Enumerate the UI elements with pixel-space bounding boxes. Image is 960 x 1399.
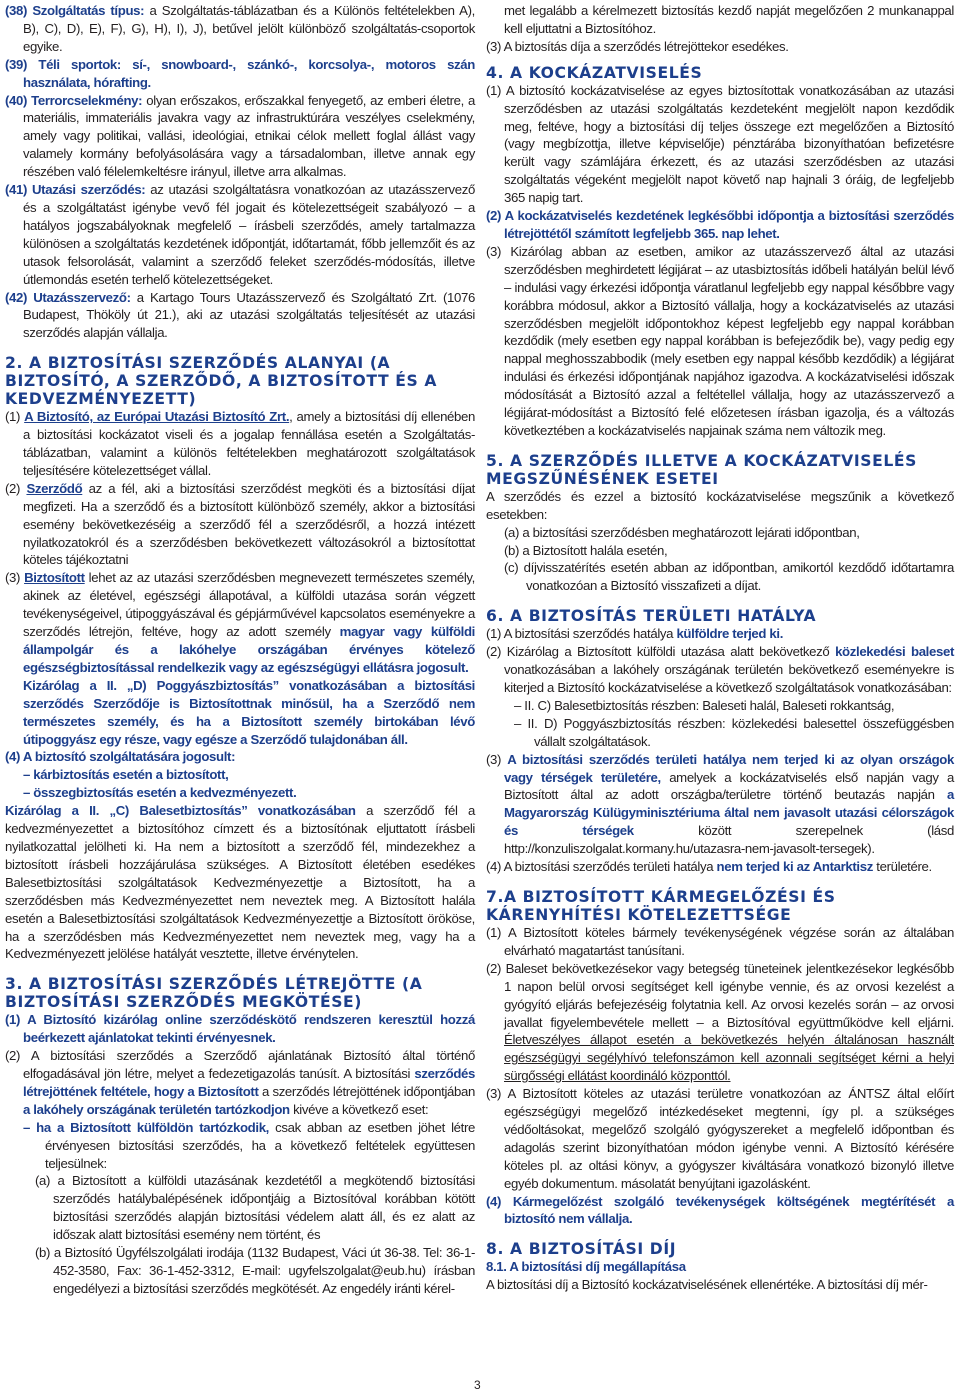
list-item: – kárbiztosítás esetén a biztosított, xyxy=(23,767,229,783)
definition-38: (38) Szolgáltatás típus: a Szolgáltatás-táblázatban és a Különös feltételekben A), B), C), D), E), F), G), H), I), J), betűvel jelölt különböző szolgáltatás-csoportok egyike. xyxy=(5,3,475,54)
section-2-item-2: (2) Szerződő az a fél, aki a biztosítási szerződést megköti és a biztosítási díjat megfizeti. Ha a szerződő és a biztosított különböző személy, akkor a biztosítási esemény bekövetkezéséig a szerződő fél a szerződésről, a hozzá intézett nyilatkozatokról és a szerződésben bekövetkezett változásokról a biztosítottat köteles tájékoztatni xyxy=(5,480,475,568)
section-3-item-3: (3) A biztosítás díja a szerződés létrejöttekor esedékes. xyxy=(486,38,789,54)
section-6-item-4: (4) A biztosítási szerződés területi hatálya nem terjed ki az Antarktisz területére. xyxy=(486,859,932,875)
section-8-heading: 8. A BIZTOSÍTÁSI DÍJ xyxy=(486,1240,677,1259)
section-2-heading: 2. A BIZTOSÍTÁSI SZERZŐDÉS ALANYAI (A BIZTOSÍTÓ, A SZERZŐDŐ, A BIZTOSÍTOTT ÉS A KEDVEZMÉNYEZETT) xyxy=(5,354,437,409)
list-item: (a) a Biztosított a külföldi utazásának kezdetétől a megkötendő biztosítási szerződés hatálybalépésének időpontjáig a Biztosítóval korábban kötött biztosítási szerződés alapján biztosítási védelem alatt áll, és ez alatt az időszak alatt biztosítási esemény nem történt, és xyxy=(35,1173,475,1243)
right-column xyxy=(486,0,954,1294)
section-3-heading: 3. A BIZTOSÍTÁSI SZERZŐDÉS LÉTREJÖTTE (A BIZTOSÍTÁSI SZERZŐDÉS MEGKÖTÉSE) xyxy=(5,975,423,1012)
definition-40 xyxy=(5,92,475,182)
section-8-1-heading: 8.1. A biztosítási díj megállapítása xyxy=(486,1259,686,1275)
definition-41-label: (41) Utazási szerződés: xyxy=(5,182,146,198)
section-2-item-3-extra: Kizárólag a II. „D) Poggyászbiztosítás” vonatkozásában a biztosítási szerződés Szerződője is Biztosítottnak minősül, ha a Szerződő nem természetes személy, és ha a Biztosított személy birtokában lévő útipoggyász egy része, vagy egésze a Szerződő tulajdonában áll. xyxy=(23,677,475,747)
definition-39: (39) Téli sportok: sí-, snowboard-, szánkó-, korcsolya-, motoros szán használata, hórafting. xyxy=(5,56,475,90)
list-item: – összegbiztosítás esetén a kedvezményezett. xyxy=(23,785,297,801)
section-7-heading: 7.A BIZTOSÍTOTT KÁRMEGELŐZÉSI ÉS KÁRENYHÍTÉSI KÖTELEZETTSÉGE xyxy=(486,887,836,924)
left-column xyxy=(5,0,475,1298)
list-item: – II. C) Balesetbiztosítás részben: Baleseti halál, Baleseti rokkantság, xyxy=(514,697,895,713)
definition-40-label: (40) Terrorcselekmény: xyxy=(5,92,143,108)
definition-38-text: a Szolgáltatás-táblázatban és a Különös feltételekben A), B), C), D), E), F), G), H), I), J), betűvel jelölt különböző szolgáltatás-csoportok egyike. xyxy=(23,3,475,54)
section-8-1-text: A biztosítási díj a Biztosító kockázatviselésének ellenértéke. A biztosítási díj mér- xyxy=(486,1277,928,1293)
definition-41-text: az utazási szolgáltatásra vonatkozóan az utazásszervező és a szolgáltatást igénybe vevő fél jogait és kötelezettségeit szabályozó – a hatályos jogszabályoknak megfelelő – írásbeli szerződés, amely tartalmazza különösen a szolgáltatás kezdetének időpontját, időtartamát, főbb jellemzőit és az utasok felsorolását, valamint a szerződő feleket szerződés-módosítás, illetve útlemondás esetén terhelő kötelezettségeket. xyxy=(23,182,475,287)
list-item: (b) a Biztosító Ügyfélszolgálati irodája (1132 Budapest, Váci út 36-38. Tel: 36-1-452-3580, Fax: 36-1-452-3312, E-mail: ugyfelszolgalat@eub.hu) írásban engedélyezi a biztosítási szerződés megkötését. Az engedély iránti kérel- xyxy=(35,1245,475,1296)
list-item: (a) a biztosítási szerződésben meghatározott lejárati időpontban, xyxy=(504,524,860,540)
list-item: (b) a Biztosított halála esetén, xyxy=(504,542,668,558)
section-2-item-3: (3) Biztosított lehet az az utazási szerződésben megnevezett természetes személy, akinek az életével, egészségi állapotával, a külföldi utazása során végzett tevékenységeivel, útipoggyászával és gépjárművével kapcsolatos eseményekre a szerződés létrejön, feltéve, hogy az adott személy magyar vagy külföldi állampolgár és a lakóhelye országában érvényes kötelező egészségbiztosítással rendelkezik vagy az egészségügyi ellátásra jogosult. xyxy=(5,570,475,675)
section-7-item-2: (2) Baleset bekövetkezésekor vagy betegség tüneteinek jelentkezésekor legkésőbb 1 napon belül orvosi segítséget kell igénybe vennie, és az orvosi kezelést a gyógyító eljárás befejezéséig folytatnia kell. Az orvosi kezelés során – az orvosi javallat figyelembevétele mellett – a Biztosítóval együttműködve kell eljárni. Életveszélyes állapot esetén a bekövetkezés helyén általánosan használt egészségügyi segélyhívó telefonszámon kell azonnali segítséget kérni a helyi sürgősségi ellátást koordináló központtól. xyxy=(486,960,954,1084)
definition-42 xyxy=(5,289,475,343)
section-4-item-1: (1) A biztosító kockázatviselése az egyes biztosítottak vonatkozásában az utazási szerződésben az utazási szolgáltatás kezdeteként megjelölt napon kezdődik meg, feltéve, hogy a biztosítási díj teljes összege ezt megelőzően a Biztosító (vagy megbízottja, illetve képviselője) pénztárába bizonyíthatóan befizetésre került vagy számlájára érkezett, és az utazási szerződésben az utazási szolgáltatás végeként megjelölt napot követő nap hajnali 3 óráig, de legfeljebb 365 napig tart. xyxy=(486,82,954,206)
section-7-item-1: (1) A Biztosított köteles bármely tevékenységének végzése során az általában elvárható magatartást tanúsítani. xyxy=(486,924,954,958)
list-item: (c) díjvisszatérítés esetén abban az időpontban, amikortól kezdődő időtartamra vonatkozóan a Biztosító visszafizeti a díjat. xyxy=(504,560,954,594)
definition-42-label: (42) Utazásszervező: xyxy=(5,289,131,305)
section-7-item-3: (3) A Biztosított köteles az utazási területre vonatkozóan az ÁNTSZ által előírt egészségügyi megelőző intézkedéseket megtenni, így pl. a szükséges védőoltásokat, megelőző szolgáló gyógyszereket a megfelelő időpontban és adagolás szerint bizonyíthatóan módon igénybe venni. A Biztosító kérésére köteles pl. az oltási könyv, a gyógyszer kiváltására vonatkozó bizonyló illetve egyéb dokumentum. másolatát benyújtani igazolásként. xyxy=(486,1086,954,1191)
definition-42-text: a Kartago Tours Utazásszervező és Szolgáltató Zrt. (1076 Budapest, Thököly út 21.), aki az utazási szolgáltatás teljesítését az utazási szerződés alapján vállalja. xyxy=(23,289,475,341)
insurer-name: A Biztosító, az Európai Utazási Biztosító Zrt. xyxy=(24,409,290,425)
section-4-heading: 4. A KOCKÁZATVISELÉS xyxy=(486,63,703,82)
list-item: – II. D) Poggyászbiztosítás részben: közlekedési balesettel összefüggésben vállalt szolgáltatások. xyxy=(514,715,954,749)
section-4-item-3: (3) Kizárólag abban az esetben, amikor az utazásszervező által az utazási szerződésben meghirdetett légijárat – az utasbiztosítás időbeli hatályán belül lévő – indulási vagy érkezési időpontja váratlanul legfeljebb egy nappal későbbre vagy korábbra módosul, akkor a Biztosító vállalja, hogy a kockázatviselés az utazási szerződésben megjelölt időpontokhoz képest legfeljebb egy nappal korábban kezdődik (mely esetben egy nappal korábban is befejeződik be), vagy pedig egy nappal meghosszabbodik (mely esetben egy nappal később kezdődik) a légijárat indulási és érkezési időpontjának napjához igazodva. A kockázatviselési időszak módosítását a Biztosító azzal a feltétellel vállalja, hogy az utazásszervező a légijárat-módosítást a Biztosító felé előzetesen írásban igazolja, és a változás következtében a kockázatviselés napjainak száma nem változik meg. xyxy=(486,243,954,438)
definition-41 xyxy=(5,181,475,288)
section-6-item-3: (3) A biztosítási szerződés területi hatálya nem terjed ki az olyan országok vagy térségek területére, amelyek a kockázatviselés első napján vagy a Biztosított által az adott országba/területre történő beutazás napján a Magyarország Külügyminisztériuma által nem javasolt utazási célországok és térségek között szerepelnek (lásd http://konzuliszolgalat.kormany.hu/utazasra-nem-javasolt-tersegek). xyxy=(486,751,955,857)
section-4-item-2: (2) A kockázatviselés kezdetének legkésőbbi időpontja a biztosítási szerződés létrejöttétől számított legfeljebb 365. nap lehet. xyxy=(486,208,954,241)
section-6-heading: 6. A BIZTOSÍTÁS TERÜLETI HATÁLYA xyxy=(486,607,817,626)
section-5-intro: A szerződés és ezzel a biztosító kockázatviselése megszűnik a következő esetekben: xyxy=(486,488,954,522)
section-6-item-2: (2) Kizárólag a Biztosított külföldi utazása alatt bekövetkező közlekedési baleset vonatkozásában a lakóhely országának területén bekövetkező eseményekre is kiterjed a Biztosító kockázatviselése a következő szolgáltatások vonatkozásában: xyxy=(486,644,954,695)
section-2-item-1: (1) A Biztosító, az Európai Utazási Biztosító Zrt., amely a biztosítási díj ellenében a biztosítási kockázatot viseli és a jogalap fennállása esetén a Szolgáltatás-táblázatban, valamint a különös feltételekben meghatározott szolgáltatások teljesítésére kötelezettséget vállal. xyxy=(5,409,475,478)
section-3-dash-item: – ha a Biztosított külföldön tartózkodik, csak abban az esetben jöhet létre érvényesen biztosítási szerződés, ha a következő feltételek együttesen teljesülnek: xyxy=(23,1119,475,1171)
beneficiary-paragraph: Kizárólag a II. „C) Balesetbiztosítás” vonatkozásában a szerződő fél a kedvezményezettet a biztosítóhoz címzett és a biztosítónak eljuttatott írásbeli nyilatkozattal jelölheti ki. Ha nem a biztosított a szerződő fél, mindezekhez a biztosított írásbeli hozzájárulása szükséges. A Biztosított életében esedékes Balesetbiztosítási szolgáltatások Kedvezményezettje a Biztosított, ha a szerződésben más Kedvezményezettet nem neveztek meg. A Biztosított halála esetén a Balesetbiztosítási szolgáltatások Kedvezményezettje a Biztosított örököse, ha a szerződésben más Kedvezményezettet nem neveztek meg, vagy ha a Kedvezményezett jelölése hatályát vesztette, illetve érvénytelen. xyxy=(5,803,475,962)
section-2-item-4-heading: (4) A biztosító szolgáltatására jogosult: xyxy=(5,749,236,765)
definition-40-text: olyan erőszakos, erőszakkal fenyegető, az emberi életre, a materiális, immateriális javakra vagy az infrastruktúrára veszélyes cselekmény, amely vagy politikai, vallási, ideológiai, etnikai célok mellett foglal állást vagy valamely kormány befolyásolására vagy a társadalomban, illetve annak egy részében való félelemkeltésre irányul, illetve arra alkalmas. xyxy=(23,92,475,180)
page-number: 3 xyxy=(474,1378,481,1392)
section-3-item-2: (2) A biztosítási szerződés a Szerződő ajánlatának Biztosító által történő elfogadásával jön létre, melyet a fedezetigazolás tanúsít. A biztosítási szerződés létrejöttének feltétele, hogy a Biztosított a szerződés létrejöttének időpontjában a lakóhely országának területén tartózkodjon kivéve a következő eset: xyxy=(5,1048,475,1117)
section-3-item-1: (1) A Biztosító kizárólag online szerződéskötő rendszeren keresztül hozzá beérkezett ajánlatokat tekinti érvényesnek. xyxy=(5,1012,475,1046)
section-5-heading: 5. A SZERZŐDÉS ILLETVE A KOCKÁZATVISELÉS MEGSZŰNÉSÉNEK ESETEI xyxy=(486,451,917,488)
section-6-item-1: (1) A biztosítási szerződés hatálya külföldre terjed ki. xyxy=(486,626,784,642)
section-7-item-4: (4) Kármegelőzést szolgáló tevékenységek költségének megtérítését a biztosító nem vállalja. xyxy=(486,1193,954,1227)
continued-text: met legalább a kérelmezett biztosítás kezdő napját megelőzően 2 munkanappal kell eljuttatni a Biztosítóhoz. xyxy=(504,3,954,36)
